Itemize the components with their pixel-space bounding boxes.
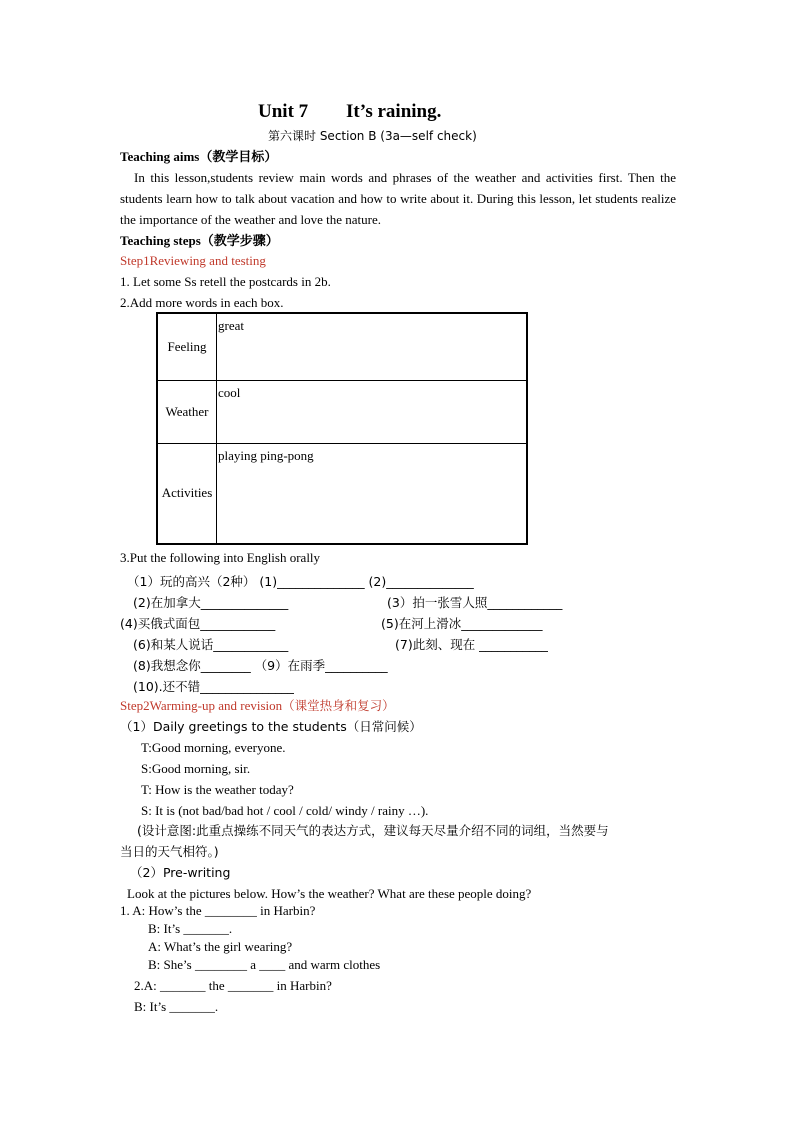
- exercise-line: 1. A: How’s the ________ in Harbin?: [120, 903, 316, 918]
- dialog-line: S: It is (not bad/bad hot / cool / cold/ windy / rainy …).: [141, 803, 429, 818]
- translate-line5: (8)我想念你________ （9）在雨季__________: [133, 658, 388, 673]
- table-row: [157, 443, 527, 544]
- table-value: playing ping-pong: [217, 443, 528, 544]
- table-row: [157, 313, 527, 380]
- table-value: great: [217, 313, 528, 380]
- step1-title: Step1Reviewing and testing: [120, 253, 266, 268]
- exercise-line: B: It’s _______.: [134, 999, 219, 1014]
- exercise-line: B: It’s _______.: [148, 921, 233, 936]
- step2-title-en: Step2Warming-up and revision: [120, 698, 283, 713]
- step2-sub2: （2）Pre-writing: [130, 865, 231, 880]
- translate-heading: 3.Put the following into English orally: [120, 550, 321, 565]
- word-table: [156, 312, 528, 545]
- table-label: Weather: [157, 380, 217, 443]
- translate-line3a: (4)买俄式面包____________: [120, 616, 276, 631]
- dialog-line: T:Good morning, everyone.: [141, 740, 286, 755]
- step1-item2: 2.Add more words in each box.: [120, 295, 284, 310]
- exercise-line: 2.A: _______ the _______ in Harbin?: [134, 978, 332, 993]
- aims-heading: Teaching aims（教学目标）: [120, 149, 278, 164]
- translate-line1: （1）玩的高兴（2种） (1)______________ (2)______________: [127, 574, 474, 589]
- translate-line3b: (5)在河上滑冰_____________: [381, 616, 543, 631]
- aims-text: In this lesson,students review main words and phrases of the weather and activities first. Then the students learn how to talk about vacation and how to write about it. During this lesson, let students realize the importance of the weather and love the nature.: [120, 170, 676, 227]
- unit-label: Unit 7: [258, 101, 309, 122]
- design-note-line2: 当日的天气相符。): [120, 844, 219, 859]
- exercise-line: B: She’s ________ a ____ and warm clothes: [148, 957, 381, 972]
- dialog-line: T: How is the weather today?: [141, 782, 294, 797]
- exercise-line: A: What’s the girl wearing?: [148, 939, 293, 954]
- translate-line4a: (6)和某人说话____________: [133, 637, 289, 652]
- steps-heading: Teaching steps（教学步骤）: [120, 233, 279, 248]
- step2-title: [120, 698, 395, 714]
- pre-writing-instruction: Look at the pictures below. How’s the weather? What are these people doing?: [127, 886, 532, 901]
- table-row: [157, 380, 527, 443]
- translate-line4b: (7)此刻、现在 ___________: [395, 637, 548, 652]
- step2-title-cn: （课堂热身和复习）: [282, 698, 395, 713]
- step1-item1: 1. Let some Ss retell the postcards in 2b.: [120, 274, 331, 289]
- table-label: Feeling: [157, 313, 217, 380]
- translate-line6: (10).还不错_______________: [133, 679, 294, 694]
- table-label: Activities: [157, 443, 217, 544]
- page-title: It’s raining.: [346, 101, 442, 122]
- step2-sub1: （1）Daily greetings to the students（日常问候）: [120, 719, 422, 734]
- translate-line2a: (2)在加拿大______________: [133, 595, 289, 610]
- subtitle: 第六课时 Section B (3a—self check): [268, 129, 477, 143]
- dialog-line: S:Good morning, sir.: [141, 761, 251, 776]
- table-value: cool: [217, 380, 528, 443]
- translate-line2b: (3）拍一张雪人照____________: [387, 595, 563, 610]
- design-note-line1: (设计意图:此重点操练不同天气的表达方式，建议每天尽量介绍不同的词组，当然要与: [137, 823, 609, 838]
